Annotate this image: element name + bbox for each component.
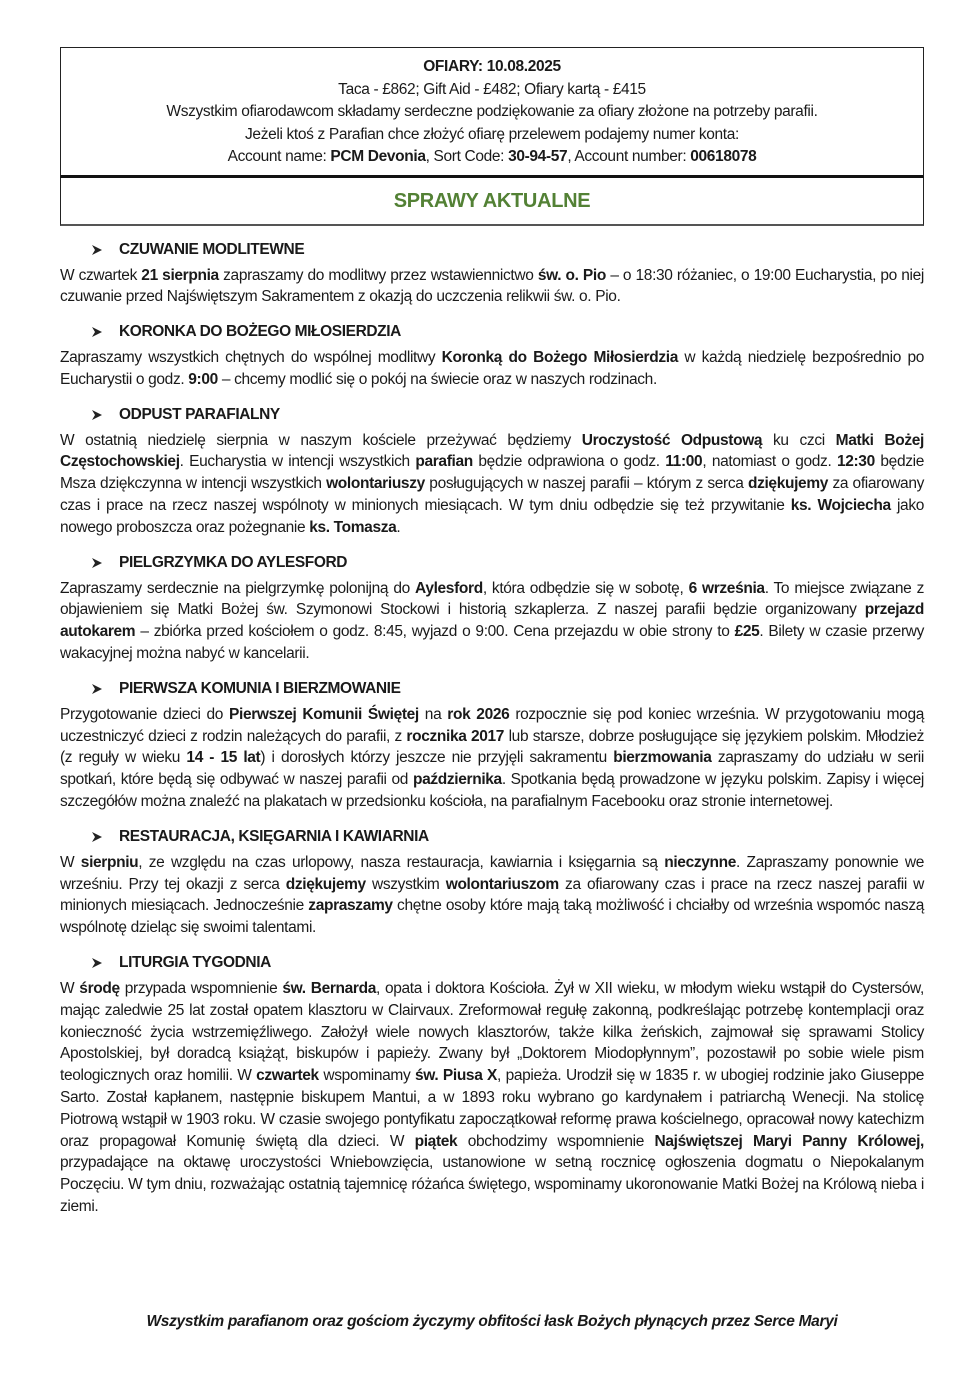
sort-code-label: , Sort Code:	[425, 148, 509, 165]
emphasis-text: sierpniu	[80, 853, 139, 871]
body-text: będzie odprawiona o godz.	[472, 453, 666, 471]
emphasis-text: 6 września	[688, 579, 765, 597]
body-text: w każdą niedzielę bezpośrednio po Eucharystii o godz.	[60, 349, 924, 388]
section-heading-text: CZUWANIE MODLITEWNE	[119, 240, 305, 258]
bank-account-line	[67, 146, 917, 169]
emphasis-text: 14 - 15 lat	[186, 749, 261, 767]
arrow-bullet-icon	[91, 326, 105, 338]
arrow-bullet-icon	[91, 957, 105, 969]
body-text: wspominamy	[318, 1067, 415, 1085]
emphasis-text: czwartek	[256, 1067, 319, 1085]
emphasis-text: św. Piusa X	[414, 1067, 498, 1085]
body-text: Przygotowanie dzieci do	[60, 705, 229, 723]
body-text: . Eucharystia w intencji wszystkich	[179, 453, 416, 471]
news-section	[60, 551, 924, 665]
emphasis-text: wolontariuszom	[445, 875, 559, 893]
body-text: będzie Msza dziękczynna w intencji wszystkich	[60, 453, 924, 493]
body-text: , opata i doktora Kościoła. Żył w XII wieku, w młodym wieku wstąpił do Cystersów, mając zaledwie 25 lat został opatem klasztoru w Clairvaux. Zreformował regułę zakonną, podkreślając potrzebę kontemplacji oraz konieczność życia wstrzemięźliwego. Założył wiele nowych klasztorów, także kilka żeńskich, zajmował się sprawami Stolicy Apostolskiej, był doradcą książąt, biskupów i papieży. Zwany był „Doktorem Miodopłynnym”, pozostawił po sobie wiele pism teologicznych oraz homilii. W	[60, 980, 924, 1085]
section-title-box	[60, 178, 924, 226]
body-text: za ofiarowany czas i prace na rzecz naszej wspólnoty w minionych miesiącach. W tym dniu odbędzie się też przywitanie	[60, 475, 924, 515]
section-heading-text: ODPUST PARAFIALNY	[119, 405, 280, 423]
section-heading-text: LITURGIA TYGODNIA	[119, 954, 271, 972]
emphasis-text: 21 sierpnia	[141, 266, 219, 284]
body-text: zapraszamy do modlitwy przez wstawiennictwo	[218, 266, 538, 284]
section-heading-text: RESTAURACJA, KSIĘGARNIA I KAWIARNIA	[119, 827, 429, 845]
emphasis-text: 11:00	[665, 453, 703, 471]
offerings-transfer-info: Jeżeli ktoś z Parafian chce złożyć ofiarę przelewem podajemy numer konta:	[245, 125, 739, 143]
emphasis-text: października	[412, 771, 502, 789]
body-text: – chcemy modlić się o pokój na świecie oraz w naszych rodzinach.	[217, 370, 657, 388]
emphasis-text: dziękujemy	[747, 475, 829, 493]
body-text: lub starsze, dobrze posługujące się językiem polskim. Młodzież (z reguły w wieku	[60, 727, 924, 767]
emphasis-text: bierzmowania	[613, 749, 712, 767]
emphasis-text: środę	[79, 980, 120, 998]
body-text: Zapraszamy wszystkich chętnych do wspólnej modlitwy	[60, 349, 442, 367]
body-text: rozpocznie się pod koniec września. W przygotowaniu mogą uczestniczyć dzieci z rodzin należących do parafii, z	[60, 705, 924, 745]
body-text: wszystkim	[365, 875, 446, 893]
arrow-bullet-icon	[91, 409, 105, 421]
section-paragraph	[60, 347, 924, 391]
body-text: W	[60, 853, 81, 871]
body-text: Zapraszamy serdecznie na pielgrzymkę polonijną do	[60, 579, 416, 597]
section-heading	[60, 320, 924, 344]
body-text: W	[60, 980, 80, 998]
body-text: obchodzimy wspomnienie	[457, 1132, 655, 1150]
emphasis-text: dziękujemy	[285, 875, 366, 893]
body-text: , która odbędzie się w sobotę,	[482, 579, 689, 597]
body-text: posługujących w naszej parafii – którym z serca	[424, 475, 748, 493]
body-text: jako nowego proboszcza oraz pożegnanie	[60, 497, 924, 536]
section-paragraph	[60, 265, 924, 309]
emphasis-text: Uroczystość Odpustową	[581, 431, 763, 449]
section-heading	[60, 403, 924, 427]
closing-blessing: Wszystkim parafianom oraz gościom życzymy obfitości łask Bożych płynących przez Serce Maryi	[146, 1313, 838, 1330]
emphasis-text: rok 2026	[447, 705, 510, 723]
emphasis-text: £25	[734, 623, 760, 641]
sort-code-value: 30-94-57	[508, 148, 568, 165]
account-number-value: 00618078	[690, 148, 757, 165]
body-text: .	[396, 518, 401, 536]
section-heading	[60, 951, 924, 975]
section-heading	[60, 238, 924, 262]
body-text: – zbiórka przed kościołem o godz. 8:45, wyjazd o 9:00. Cena przejazdu w obie strony to	[135, 623, 735, 641]
body-text: . Bilety w czasie przerwy wakacyjnej można nabyć w kancelarii.	[60, 623, 924, 663]
offerings-amounts: Taca - £862; Gift Aid - £482; Ofiary kartą - £415	[338, 80, 646, 98]
offerings-title: OFIARY: 10.08.2025	[423, 58, 561, 75]
emphasis-text: św. Bernarda	[282, 980, 376, 998]
section-paragraph	[60, 852, 924, 939]
arrow-bullet-icon	[91, 831, 105, 843]
section-heading-text: PIELGRZYMKA DO AYLESFORD	[119, 553, 348, 571]
emphasis-text: wolontariuszy	[326, 475, 425, 493]
section-paragraph	[60, 578, 924, 665]
emphasis-text: ks. Wojciecha	[790, 497, 891, 515]
emphasis-text: nieczynne	[664, 853, 737, 871]
arrow-bullet-icon	[91, 244, 105, 256]
body-text: W ostatnią niedzielę sierpnia w naszym kościele przeżywać będziemy	[60, 431, 582, 449]
body-text: , natomiast o godz.	[702, 453, 837, 471]
emphasis-text: piątek	[414, 1132, 458, 1150]
emphasis-text: parafian	[415, 453, 473, 471]
body-text: . Zapraszamy ponownie we wrześniu. Przy tej okazji z serca	[60, 853, 924, 893]
section-paragraph	[60, 430, 924, 539]
body-text: na	[418, 705, 448, 723]
section-heading-text: KORONKA DO BOŻEGO MIŁOSIERDZIA	[119, 323, 401, 341]
emphasis-text: Aylesford	[415, 579, 483, 597]
body-text: , papieża. Urodził się w 1835 r. w ubogiej rodzinie jako Giuseppe Sarto. Został kapłanem, następnie biskupem Mantui, a w 1893 roku wybrano go kardynałem i patriarchą Wenecji. Na stolicę Piotrową wstąpił w 1903 roku. W czasie swojego pontyfikatu zapoczątkował reformę prawa kościelnego, opracował nowy katechizm oraz propagował Komunię świętą dla dzieci. W	[60, 1067, 924, 1150]
body-text: zapraszamy do udziału w serii spotkań, które będą się odbywać w naszej parafii od	[60, 749, 924, 789]
arrow-bullet-icon	[91, 683, 105, 695]
section-heading	[60, 677, 924, 701]
emphasis-text: Najświętszej Maryi Panny Królowej,	[654, 1132, 924, 1150]
emphasis-text: przejazd autokarem	[60, 601, 924, 641]
news-section	[60, 320, 924, 391]
emphasis-text: rocznika 2017	[406, 727, 505, 745]
body-text: za ofiarowany czas i prace na rzecz naszej parafii w minionych miesiącach. Jednocześnie	[60, 875, 925, 915]
body-text: ku czci	[762, 431, 836, 449]
emphasis-text: ks. Tomasza	[309, 518, 397, 536]
emphasis-text: św. o. Pio	[537, 266, 606, 284]
section-heading	[60, 551, 924, 575]
news-section	[60, 238, 924, 309]
arrow-bullet-icon	[91, 557, 105, 569]
news-section	[60, 677, 924, 813]
emphasis-text: Koronką do Bożego Miłosierdzia	[441, 349, 678, 367]
news-section	[60, 825, 924, 939]
section-title: SPRAWY AKTUALNE	[393, 189, 591, 212]
news-sections	[60, 238, 924, 1218]
body-text: chętne osoby które mają taką możliwość i chciałby od września wspomóc naszą wspólnotę dzieląc się swoimi talentami.	[60, 897, 925, 937]
emphasis-text: 12:30	[836, 453, 875, 471]
body-text: , ze względu na czas urlopowy, nasza restauracja, kawiarnia i księgarnia są	[138, 853, 665, 871]
section-heading-text: PIERWSZA KOMUNIA I BIERZMOWANIE	[119, 679, 401, 697]
body-text: ) i dorosłych którzy jeszcze nie przyjęli sakramentu	[260, 749, 614, 767]
account-name-label: Account name:	[227, 148, 331, 165]
account-number-label: , Account number:	[567, 148, 691, 165]
body-text: przypadające na oktawę uroczystości Wniebowzięcia, ustanowione w setną rocznicę ogłoszenia dogmatu o Niepokalanym Poczęciu. W tym dniu, rozważając ostatnią tajemnicę różańca świętego, wspominamy ukoronowanie Matki Bożej na Królową nieba i ziemi.	[60, 1154, 924, 1215]
account-name-value: PCM Devonia	[330, 148, 426, 165]
section-heading	[60, 825, 924, 849]
emphasis-text: Pierwszej Komunii Świętej	[229, 705, 419, 723]
emphasis-text: zapraszamy	[308, 897, 393, 915]
news-section	[60, 951, 924, 1218]
offerings-thanks: Wszystkim ofiarodawcom składamy serdeczne podziękowanie za ofiary złożone na potrzeby parafii.	[166, 103, 818, 120]
body-text: . Spotkania będą prowadzone w języku polskim. Zapisy i więcej szczegółów można znaleźć na plakatach w przedsionku kościoła, na parafialnym Facebooku oraz stronie internetowej.	[60, 771, 924, 811]
section-paragraph	[60, 704, 924, 813]
body-text: – o 18:30 różaniec, o 19:00 Eucharystia, po niej czuwanie przed Najświętszym Sakramentem z okazją do uczczenia relikwii św. o. Pio.	[60, 266, 924, 306]
news-section	[60, 403, 924, 539]
section-paragraph	[60, 978, 924, 1218]
body-text: W czwartek	[60, 266, 142, 284]
emphasis-text: Matki Bożej Częstochowskiej	[60, 431, 924, 471]
emphasis-text: 9:00	[188, 370, 218, 388]
body-text: . To miejsce związane z objawieniem się Matki Bożej św. Szymonowi Stockowi i historią szkaplerza. Z naszej parafii będzie organizowany	[60, 579, 924, 619]
body-text: przypada wspomnienie	[119, 980, 283, 998]
offerings-box	[60, 47, 924, 178]
bulletin-page	[60, 47, 924, 1218]
